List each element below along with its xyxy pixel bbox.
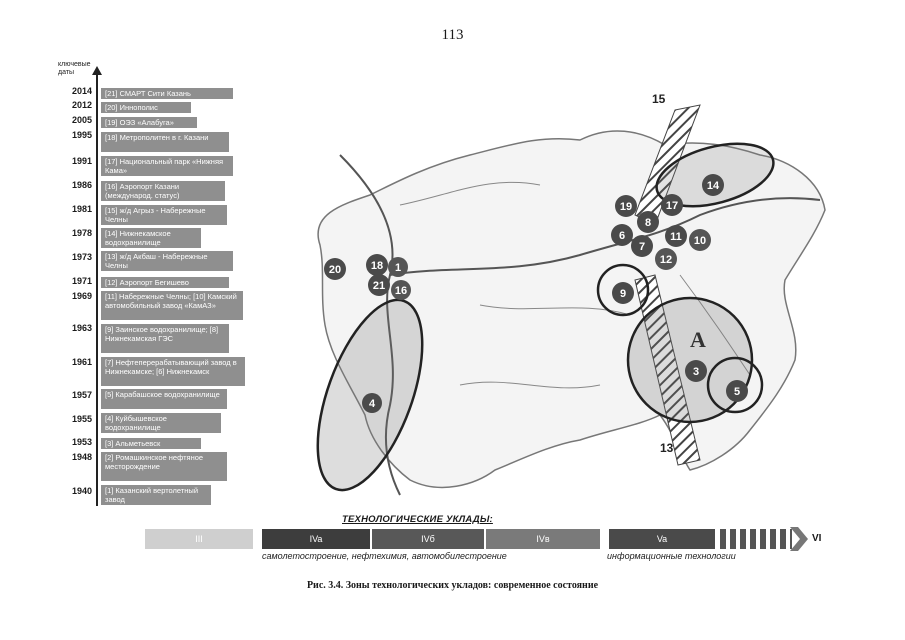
marker-label: 8 <box>644 217 652 229</box>
marker-11 <box>665 225 687 247</box>
timeline-axis <box>96 74 98 506</box>
timeline-year: 1955 <box>71 414 92 424</box>
corridor-label-13: 13 <box>660 441 674 455</box>
marker-label: 18 <box>370 260 384 272</box>
timeline-year: 2012 <box>71 100 92 110</box>
marker-label: 9 <box>619 288 627 300</box>
timeline-event: [17] Национальный парк «Нижняя Кама» <box>101 156 233 176</box>
timeline-year: 2005 <box>71 115 92 125</box>
timeline-year: 2014 <box>71 86 92 96</box>
legend-segment-vi: VI <box>812 533 822 544</box>
marker-label: 12 <box>659 254 673 266</box>
timeline-event: [1] Казанский вертолетный завод <box>101 485 211 505</box>
timeline-event: [19] ОЭЗ «Алабуга» <box>101 117 197 128</box>
legend-segment-ivc: IVв <box>486 529 600 549</box>
timeline-event: [15] ж/д Агрыз - Набережные Челны <box>101 205 227 225</box>
marker-label: 5 <box>733 386 741 398</box>
timeline-event: [14] Нижнекамское водохранилище <box>101 228 201 248</box>
figure-caption: Рис. 3.4. Зоны технологических укладов: современное состояние <box>306 580 599 591</box>
timeline-event: [4] Куйбышевское водохранилище <box>101 413 221 433</box>
zone-circle-almetyevsk <box>628 298 752 422</box>
marker-10 <box>689 229 711 251</box>
marker-label: 1 <box>394 262 402 274</box>
marker-label: 7 <box>638 241 646 253</box>
oil-field-symbol: A <box>690 327 706 352</box>
timeline-event: [11] Набережные Челны; [10] Камский автомобильный завод «КамАЗ» <box>101 291 243 320</box>
marker-19 <box>615 195 637 217</box>
timeline-year: 1948 <box>71 452 92 462</box>
marker-7 <box>631 235 653 257</box>
timeline-event: [3] Альметьевск <box>101 438 201 449</box>
marker-label: 14 <box>706 180 720 192</box>
legend-segment-ivb: IVб <box>372 529 484 549</box>
timeline-event: [21] СМАРТ Сити Казань <box>101 88 233 99</box>
marker-label: 10 <box>693 235 707 247</box>
marker-6 <box>611 224 633 246</box>
arrow-right-icon <box>790 527 808 551</box>
corridor-label-15: 15 <box>652 92 666 106</box>
marker-14 <box>702 174 724 196</box>
marker-9 <box>612 282 634 304</box>
marker-18 <box>366 254 388 276</box>
timeline-year: 1978 <box>71 228 92 238</box>
axis-title: ключевые даты <box>58 61 91 76</box>
timeline-event: [18] Метрополитен в г. Казани <box>101 132 229 152</box>
timeline-event: [16] Аэропорт Казани (международ. статус) <box>101 181 225 201</box>
marker-4 <box>362 393 382 413</box>
timeline-event: [5] Карабашское водохранилище <box>101 389 227 409</box>
legend-segment-vb-stripes <box>720 529 792 549</box>
timeline-year: 1940 <box>71 486 92 496</box>
timeline-event: [13] ж/д Акбаш - Набережные Челны <box>101 251 233 271</box>
timeline-year: 1953 <box>71 437 92 447</box>
marker-label: 17 <box>665 200 679 212</box>
timeline-event: [2] Ромашкинское нефтяное месторождение <box>101 452 227 481</box>
marker-17 <box>661 194 683 216</box>
legend-segment-va: Va <box>609 529 715 549</box>
legend-caption-it: информационные технологии <box>607 551 736 561</box>
marker-label: 4 <box>368 398 376 410</box>
marker-1 <box>388 257 408 277</box>
timeline-year: 1957 <box>71 390 92 400</box>
marker-label: 11 <box>670 231 682 243</box>
timeline-year: 1969 <box>71 291 92 301</box>
marker-label: 3 <box>692 366 700 378</box>
timeline-year: 1973 <box>71 252 92 262</box>
timeline-event: [9] Заинское водохранилище; [8] Нижнекамская ГЭС <box>101 324 229 353</box>
timeline-year: 1986 <box>71 180 92 190</box>
legend-segment-iva: IVa <box>262 529 370 549</box>
legend-caption-industry: самолетостроение, нефтехимия, автомобилестроение <box>262 551 507 561</box>
legend-segment-iii: III <box>145 529 253 549</box>
marker-label: 21 <box>372 280 386 292</box>
marker-label: 6 <box>618 230 626 242</box>
marker-label: 20 <box>328 264 342 276</box>
page-number: 113 <box>441 27 464 43</box>
timeline-year: 1991 <box>71 156 92 166</box>
marker-20 <box>324 258 346 280</box>
timeline-year: 1981 <box>71 204 92 214</box>
tatarstan-map <box>280 85 840 505</box>
timeline-event: [12] Аэропорт Бегишево <box>101 277 229 288</box>
marker-8 <box>637 211 659 233</box>
timeline-year: 1963 <box>71 323 92 333</box>
timeline-event: [20] Иннополис <box>101 102 191 113</box>
marker-12 <box>655 248 677 270</box>
marker-label: 19 <box>619 201 633 213</box>
marker-3 <box>685 360 707 382</box>
marker-16 <box>391 280 411 300</box>
timeline-event: [7] Нефтеперерабатывающий завод в Нижнекамске; [6] Нижнекамск <box>101 357 245 386</box>
marker-21 <box>368 274 390 296</box>
marker-label: 16 <box>394 285 408 297</box>
marker-5 <box>726 380 748 402</box>
timeline-year: 1995 <box>71 130 92 140</box>
legend-title: ТЕХНОЛОГИЧЕСКИЕ УКЛАДЫ: <box>342 514 493 525</box>
timeline-year: 1971 <box>71 276 92 286</box>
timeline-year: 1961 <box>71 357 92 367</box>
